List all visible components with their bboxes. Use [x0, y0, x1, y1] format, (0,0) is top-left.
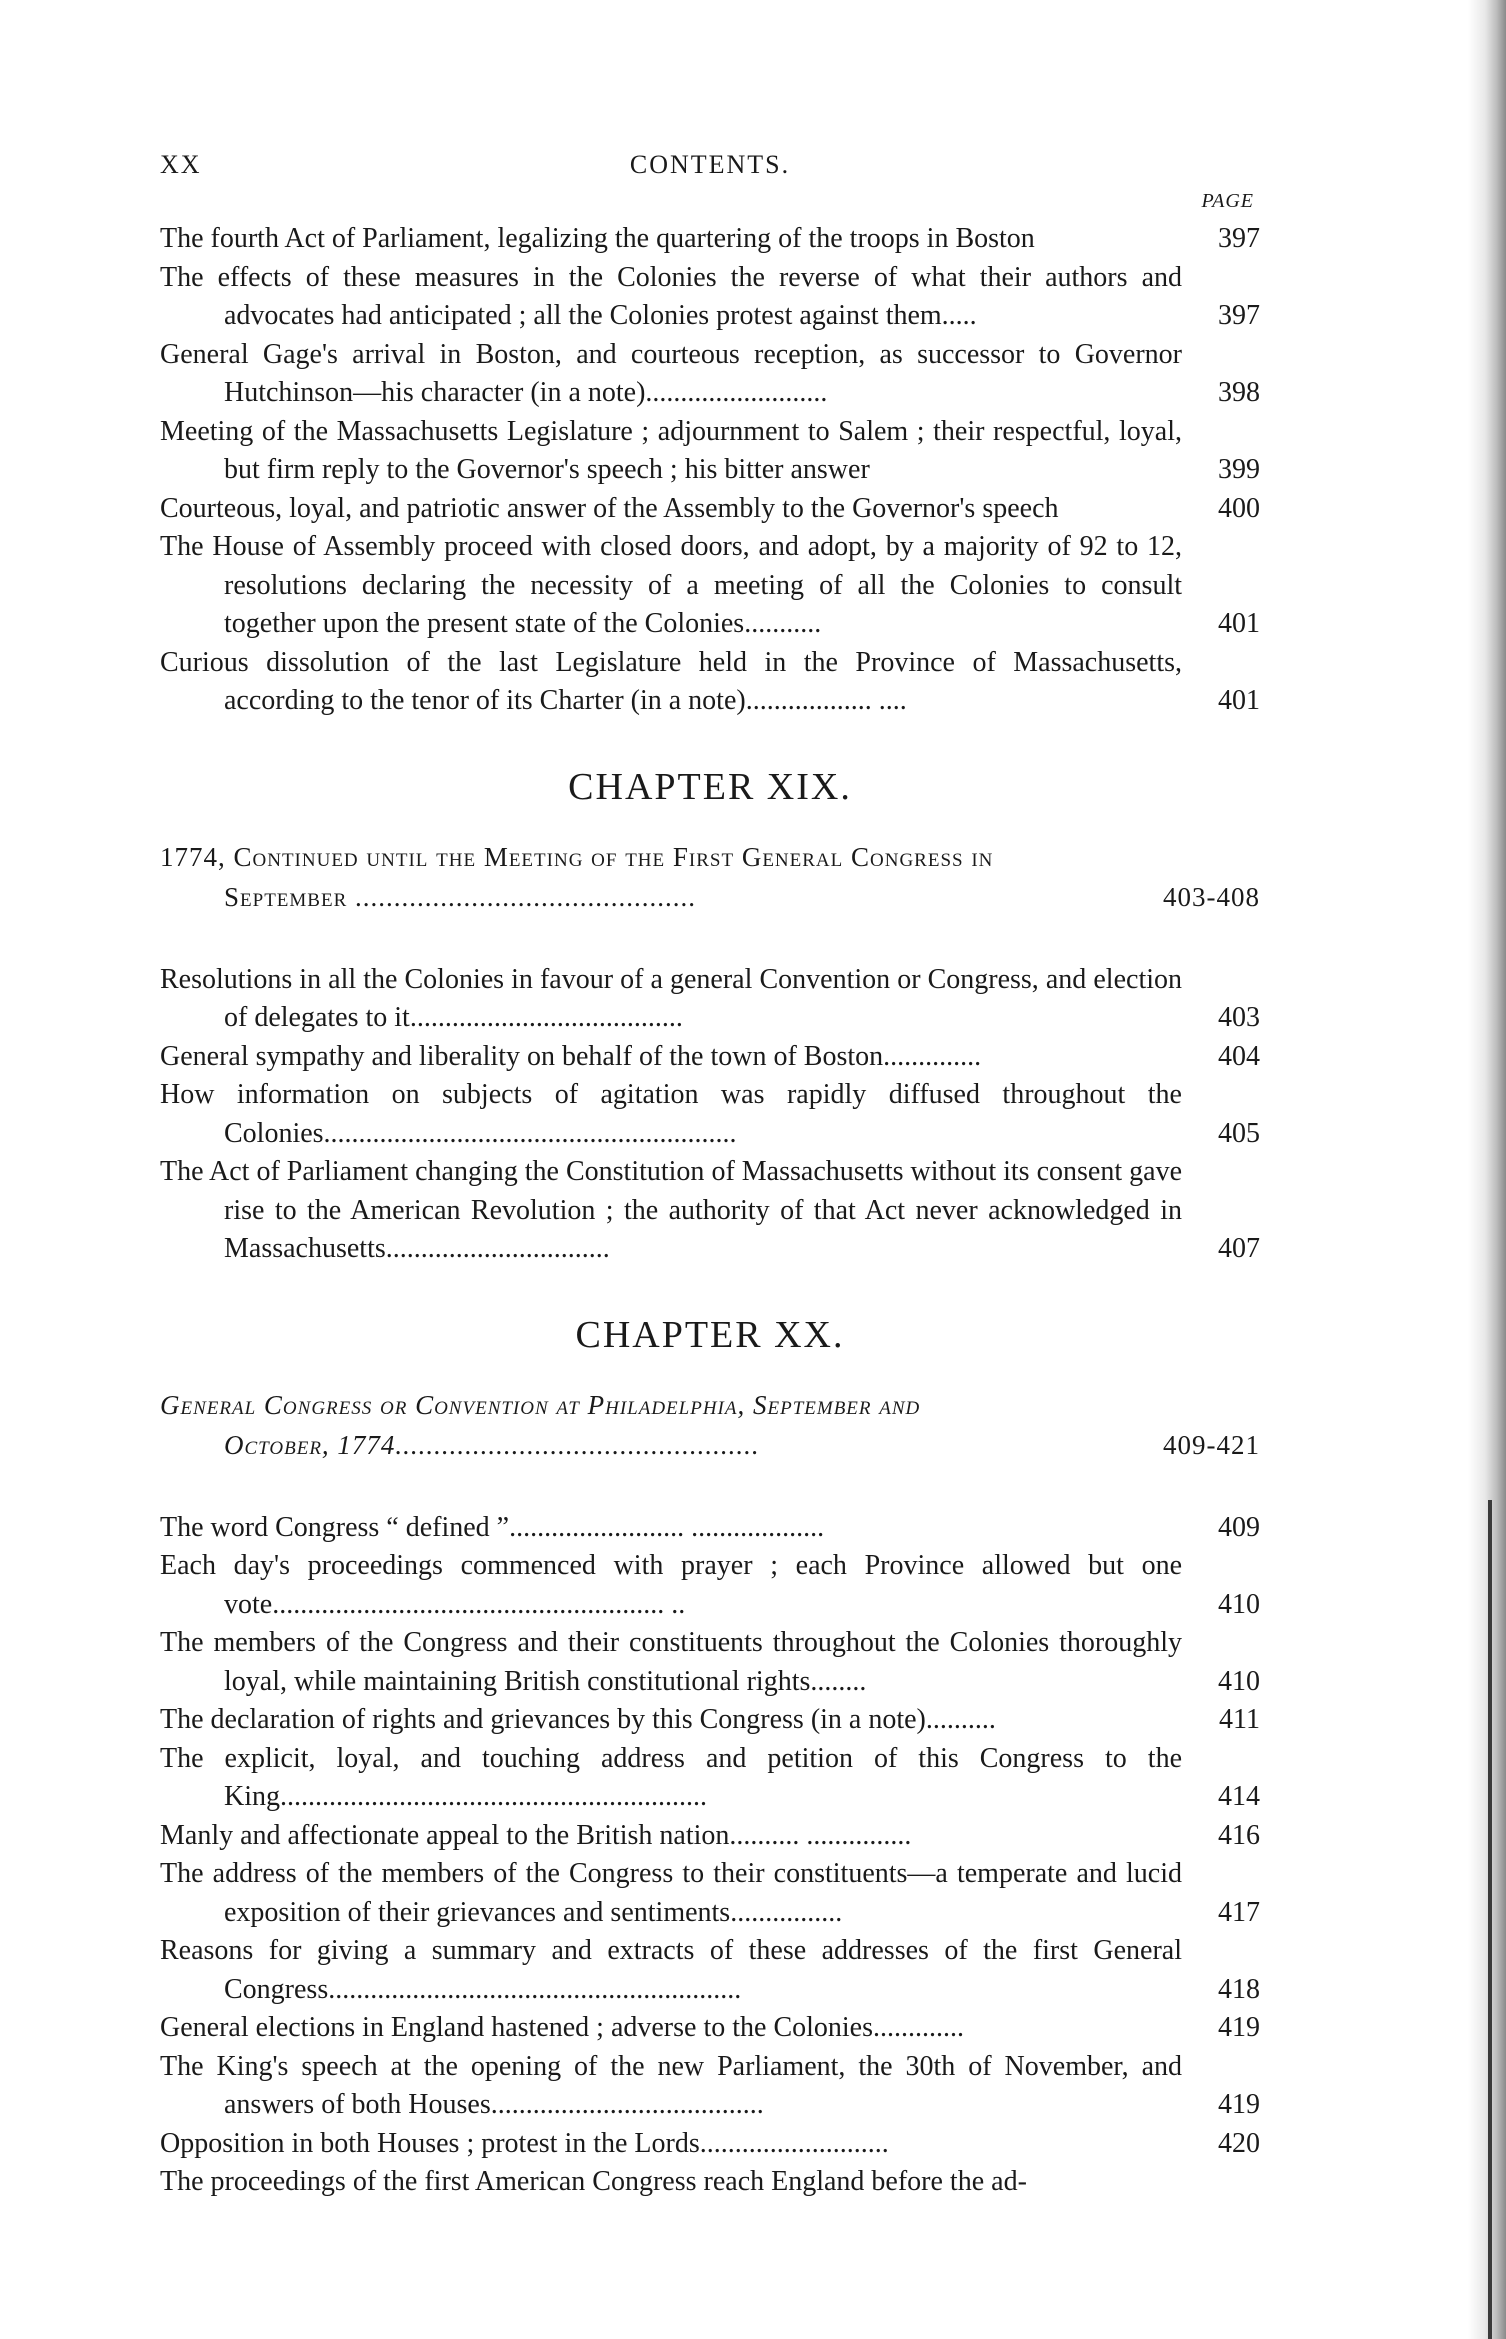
contents-entry: [160, 1153, 1260, 1269]
entry-text: Reasons for giving a summary and extracts of these addresses of the first General Congress...........................................................: [160, 1935, 1182, 2005]
entry-text: The word Congress “ defined ”......................... ...................: [160, 1511, 825, 1543]
entry-text: The effects of these measures in the Colonies the reverse of what their authors and advocates had anticipated ; all the Colonies protest against them.....: [160, 261, 1182, 331]
entry-page: 401: [1218, 685, 1260, 716]
entry-page: 397: [1218, 223, 1260, 254]
entry-page: 420: [1218, 2127, 1260, 2159]
chapter-19-summary: [160, 837, 1260, 917]
chapter-20-entries: [160, 1509, 1260, 2202]
contents-entry: [160, 259, 1260, 336]
page-binding-edge: [1468, 0, 1506, 2339]
contents-entry: [160, 220, 1260, 259]
contents-entry: [160, 1740, 1260, 1817]
contents-entry: [160, 1509, 1260, 1548]
entry-page: 398: [1218, 377, 1260, 408]
running-head: [160, 150, 1260, 190]
chapter-20-summary-text: General Congress or Convention at Philadelphia, September and October, 1774...............................................: [160, 1389, 921, 1460]
entry-page: 417: [1218, 1896, 1260, 1928]
page-column-label: PAGE: [1201, 190, 1254, 212]
entry-page: 419: [1218, 2089, 1260, 2120]
running-head-title: CONTENTS.: [629, 150, 791, 179]
entry-page: 401: [1218, 608, 1260, 639]
entry-text: Meeting of the Massachusetts Legislature ; adjournment to Salem ; their respectful, loyal, but firm reply to the Governor's speech ; his bitter answer: [160, 415, 1182, 485]
contents-page: [160, 150, 1260, 2202]
contents-entry: [160, 644, 1260, 721]
entry-page: 410: [1218, 1665, 1260, 1697]
entry-page: 403: [1218, 1002, 1260, 1033]
entry-text: Resolutions in all the Colonies in favour of a general Convention or Congress, and election of delegates to it.......................................: [160, 963, 1182, 1033]
contents-entry: [160, 1624, 1260, 1701]
contents-entry: [160, 1932, 1260, 2009]
chapter-20-heading: CHAPTER XX.: [575, 1313, 845, 1356]
entry-text: The declaration of rights and grievances by this Congress (in a note)..........: [160, 1704, 996, 1735]
entry-text: Curious dissolution of the last Legislature held in the Province of Massachusetts, according to the tenor of its Charter (in a note).................. ....: [160, 646, 1182, 716]
contents-entry: [160, 1076, 1260, 1153]
entry-page: 416: [1218, 1819, 1260, 1851]
entry-page: 414: [1218, 1781, 1260, 1812]
page-folio: XX: [160, 150, 202, 179]
entry-page: 419: [1218, 2012, 1260, 2043]
entries-top: [160, 220, 1260, 721]
entry-text: General elections in England hastened ; adverse to the Colonies.............: [160, 2012, 965, 2043]
contents-entry: [160, 490, 1260, 529]
entry-text: The House of Assembly proceed with closed doors, and adopt, by a majority of 92 to 12, resolutions declaring the necessity of a meeting of all the Colonies to consult together upon the present state of the Colonies...........: [160, 531, 1182, 639]
chapter-20-page-range: 409-421: [1163, 1429, 1260, 1460]
entry-text: The King's speech at the opening of the new Parliament, the 30th of November, and answers of both Houses.......................................: [160, 2050, 1182, 2120]
contents-entry: [160, 2125, 1260, 2164]
entry-text: The Act of Parliament changing the Constitution of Massachusetts without its consent gave rise to the American Revolution ; the authority of that Act never acknowledged in Massachusetts................................: [160, 1156, 1182, 1264]
entry-text: The address of the members of the Congress to their constituents—a temperate and lucid exposition of their grievances and sentiments................: [160, 1858, 1182, 1928]
entry-page: 399: [1218, 454, 1260, 485]
entry-text: Opposition in both Houses ; protest in the Lords...........................: [160, 2127, 889, 2159]
contents-entry: [160, 1701, 1260, 1740]
contents-entry: [160, 1038, 1260, 1077]
entry-page: 407: [1218, 1233, 1260, 1264]
contents-entry: [160, 336, 1260, 413]
entry-text: Courteous, loyal, and patriotic answer of the Assembly to the Governor's speech: [160, 492, 1059, 524]
entry-page: 411: [1219, 1704, 1260, 1735]
entry-text: General Gage's arrival in Boston, and courteous reception, as successor to Governor Hutchinson—his character (in a note)..........................: [160, 338, 1182, 408]
contents-entry: [160, 2009, 1260, 2048]
contents-entry: [160, 1547, 1260, 1624]
contents-entry: [160, 961, 1260, 1038]
page-binding-line: [1488, 1500, 1492, 2339]
entry-page: 400: [1218, 492, 1260, 524]
entry-page: 404: [1218, 1040, 1260, 1072]
entry-text: The fourth Act of Parliament, legalizing the quartering of the troops in Boston: [160, 223, 1035, 254]
chapter-19-page-range: 403-408: [1163, 881, 1260, 912]
entry-text: How information on subjects of agitation was rapidly diffused throughout the Colonies...........................................................: [160, 1079, 1182, 1149]
entry-text: The explicit, loyal, and touching address and petition of this Congress to the King.............................................................: [160, 1742, 1182, 1812]
contents-entry: [160, 2048, 1260, 2125]
chapter-20-summary: [160, 1385, 1260, 1465]
entry-page: 405: [1218, 1117, 1260, 1149]
entry-text: Manly and affectionate appeal to the British nation.......... ...............: [160, 1819, 912, 1851]
chapter-19-entries: [160, 961, 1260, 1269]
contents-entry: [160, 2163, 1260, 2202]
entry-page: 410: [1218, 1588, 1260, 1620]
chapter-19-heading: CHAPTER XIX.: [568, 765, 852, 808]
contents-entry: [160, 528, 1260, 644]
contents-entry: [160, 1817, 1260, 1856]
entry-text: General sympathy and liberality on behalf of the town of Boston..............: [160, 1040, 982, 1072]
entry-page: 418: [1218, 1973, 1260, 2005]
chapter-19-summary-text: 1774, Continued until the Meeting of the First General Congress in September ............................................: [160, 841, 994, 912]
contents-entry: [160, 413, 1260, 490]
entry-text: The members of the Congress and their constituents throughout the Colonies thoroughly loyal, while maintaining British constitutional rights........: [160, 1627, 1182, 1697]
entry-text: The proceedings of the first American Congress reach England before the ad-: [160, 2166, 1027, 2197]
entry-page: 397: [1218, 300, 1260, 331]
entry-page: 409: [1218, 1511, 1260, 1543]
contents-entry: [160, 1855, 1260, 1932]
entry-text: Each day's proceedings commenced with prayer ; each Province allowed but one vote........................................................ ..: [160, 1550, 1182, 1620]
